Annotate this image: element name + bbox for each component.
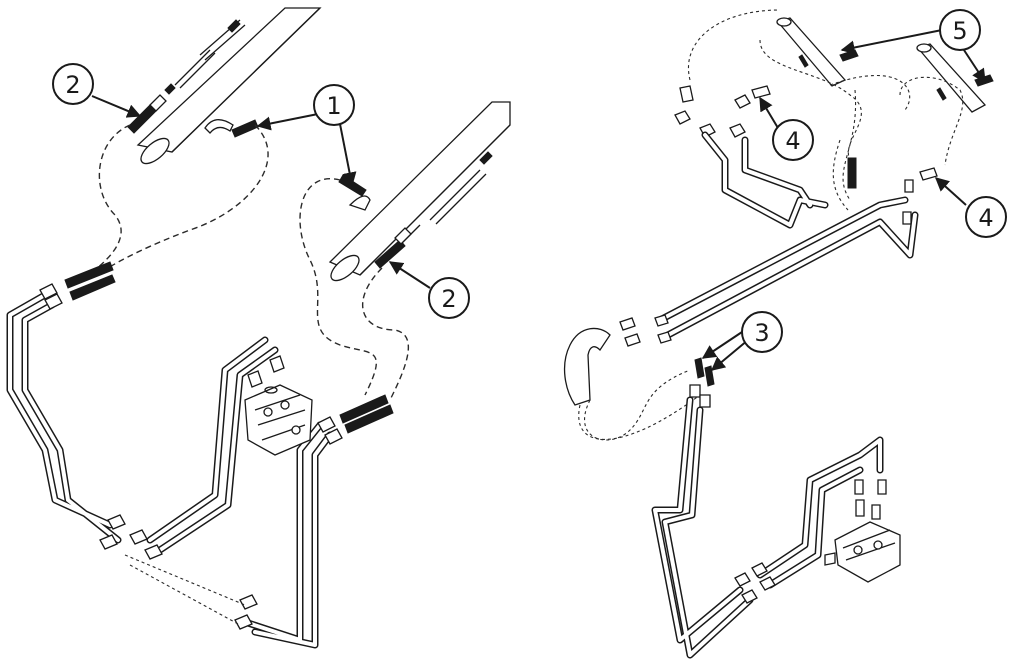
- right-upper-tubes: [660, 135, 915, 335]
- callout-5-label: 5: [952, 17, 968, 45]
- callout-4a: [773, 120, 813, 160]
- left-assembly: [10, 8, 510, 645]
- left-tube-bundle: [10, 295, 330, 645]
- callout-3-label: 3: [754, 319, 770, 347]
- callout-2a-label: 2: [65, 71, 81, 99]
- callout-2b-label: 2: [441, 285, 457, 313]
- callout-1: [314, 85, 354, 125]
- callout-5: [940, 10, 980, 50]
- callout-2b: [429, 278, 469, 318]
- callout-1-label: 1: [326, 92, 342, 120]
- callout-4b-label: 4: [978, 204, 994, 232]
- right-cylinder-1: [777, 18, 858, 86]
- right-control-valve: [825, 500, 900, 582]
- callout-4a-label: 4: [785, 127, 801, 155]
- callout-2a: [53, 64, 93, 104]
- callout-3: [742, 312, 782, 352]
- left-lower-cylinder: [327, 102, 510, 285]
- right-lower-tubes: [655, 400, 886, 655]
- left-control-valve: [245, 356, 312, 455]
- left-upper-cylinder: [137, 8, 320, 168]
- callout-4b: [966, 197, 1006, 237]
